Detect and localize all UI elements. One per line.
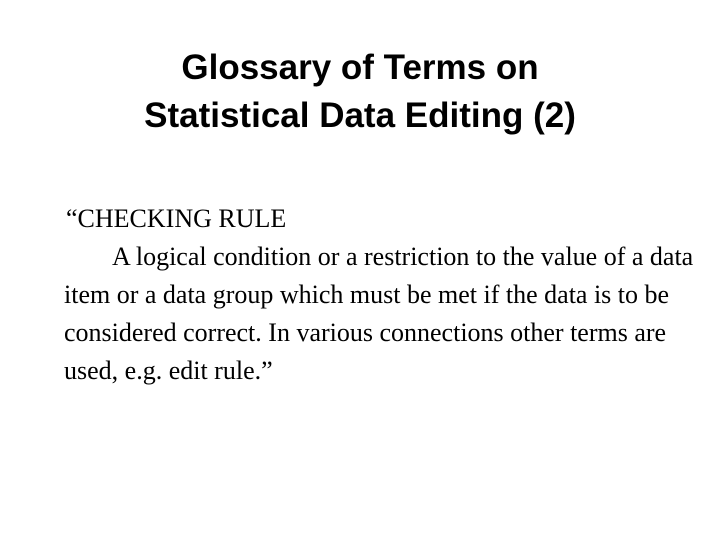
title-line-2: Statistical Data Editing (2) xyxy=(144,96,576,135)
glossary-entry xyxy=(64,200,694,390)
title-line-1: Glossary of Terms on xyxy=(181,48,539,87)
slide-title xyxy=(0,44,720,140)
glossary-term: “CHECKING RULE xyxy=(66,204,287,233)
glossary-definition: A logical condition or a restriction to the value of a data item or a data group which must be met if the data is to be considered correct. In various connections other terms are used, e.g. edit rule.” xyxy=(64,242,694,385)
